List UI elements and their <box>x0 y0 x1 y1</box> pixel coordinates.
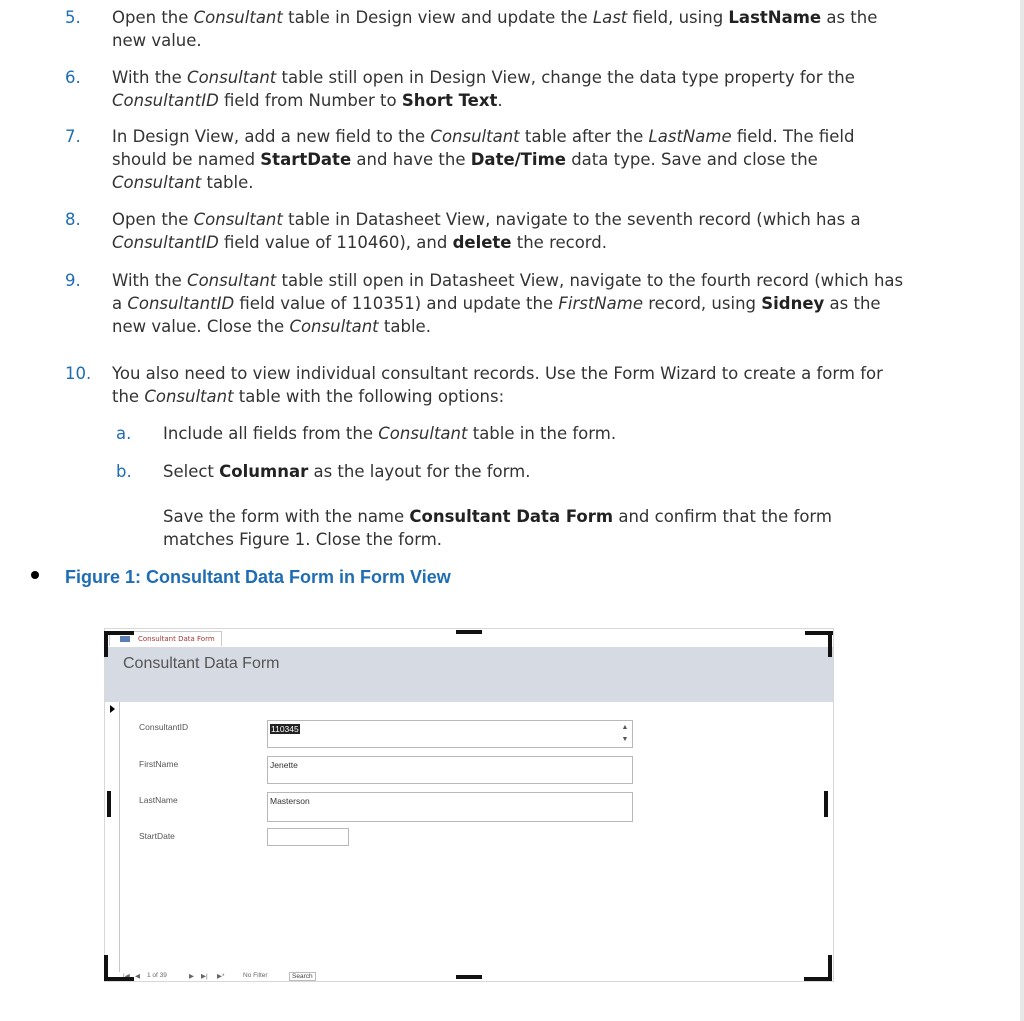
step-text: With the Consultant table still open in Design View, change the data type property for the ConsultantID field from Number to Short Text. <box>112 68 855 110</box>
label-lastname: LastName <box>139 795 178 805</box>
tab-label: Consultant Data Form <box>138 635 215 643</box>
substep-letter: b. <box>116 462 132 481</box>
step-text: Open the Consultant table in Datasheet View, navigate to the seventh record (which has a ConsultantID field value of 110460), and delete the record. <box>112 210 861 252</box>
substep-letter: a. <box>116 424 132 443</box>
record-counter[interactable]: 1 of 39 <box>147 972 167 979</box>
bullet-dot <box>31 571 39 579</box>
filter-status[interactable]: No Filter <box>243 972 268 979</box>
lastname-field[interactable]: Masterson <box>267 792 633 822</box>
crop-handle[interactable] <box>456 630 482 634</box>
label-startdate: StartDate <box>139 831 175 841</box>
crop-handle[interactable] <box>456 975 482 979</box>
form-title: Consultant Data Form <box>123 655 280 672</box>
form-header <box>105 647 833 702</box>
step-number: 5. <box>65 8 81 27</box>
prev-record-icon[interactable]: ◀ <box>135 973 140 980</box>
consultantid-field[interactable] <box>267 720 633 748</box>
crop-handle[interactable] <box>828 955 832 981</box>
step-number: 10. <box>65 364 92 383</box>
crop-handle[interactable] <box>824 791 828 817</box>
closing-text: Save the form with the name Consultant Data Form and confirm that the form matches Figure 1. Close the form. <box>163 507 833 549</box>
step-number: 6. <box>65 68 81 87</box>
step-number: 8. <box>65 210 81 229</box>
current-record-arrow-icon <box>110 705 115 713</box>
firstname-field[interactable]: Jenette <box>267 756 633 784</box>
form-screenshot <box>104 628 834 982</box>
step-text: In Design View, add a new field to the Consultant table after the LastName field. The field should be named StartDate and have the Date/Time data type. Save and close the Consultant table. <box>112 127 855 192</box>
search-input[interactable]: Search <box>289 972 316 981</box>
form-icon <box>120 636 130 642</box>
page-edge <box>1020 0 1024 1021</box>
step-text: You also need to view individual consultant records. Use the Form Wizard to create a form for the Consultant table with the following options: <box>112 364 883 406</box>
step-number: 9. <box>65 271 81 290</box>
step-text: Open the Consultant table in Design view and update the Last field, using LastName as the new value. <box>112 8 878 50</box>
crop-handle[interactable] <box>104 977 134 981</box>
label-consultantid: ConsultantID <box>139 722 189 732</box>
new-record-icon[interactable]: ▶* <box>217 973 225 980</box>
crop-handle[interactable] <box>828 631 832 657</box>
crop-handle[interactable] <box>104 631 134 635</box>
step-number: 7. <box>65 127 81 146</box>
record-selector[interactable] <box>105 702 120 972</box>
consultantid-value: 110345 <box>271 724 299 734</box>
step-text: With the Consultant table still open in Datasheet View, navigate to the fourth record (which has a ConsultantID field value of 110351) and update the FirstName record, using Sidney as the new value. Close the Consultant table. <box>112 271 904 336</box>
substep-text: Select Columnar as the layout for the form. <box>163 462 531 481</box>
last-record-icon[interactable]: ▶| <box>201 973 208 980</box>
label-firstname: FirstName <box>139 759 179 769</box>
next-record-icon[interactable]: ▶ <box>189 973 194 980</box>
scroll-arrows-icon[interactable]: ▲ ▼ <box>621 724 629 743</box>
figure-caption: Figure 1: Consultant Data Form in Form View <box>65 567 451 587</box>
substep-text: Include all fields from the Consultant table in the form. <box>163 424 617 443</box>
startdate-field[interactable] <box>267 828 349 846</box>
crop-handle[interactable] <box>107 791 111 817</box>
